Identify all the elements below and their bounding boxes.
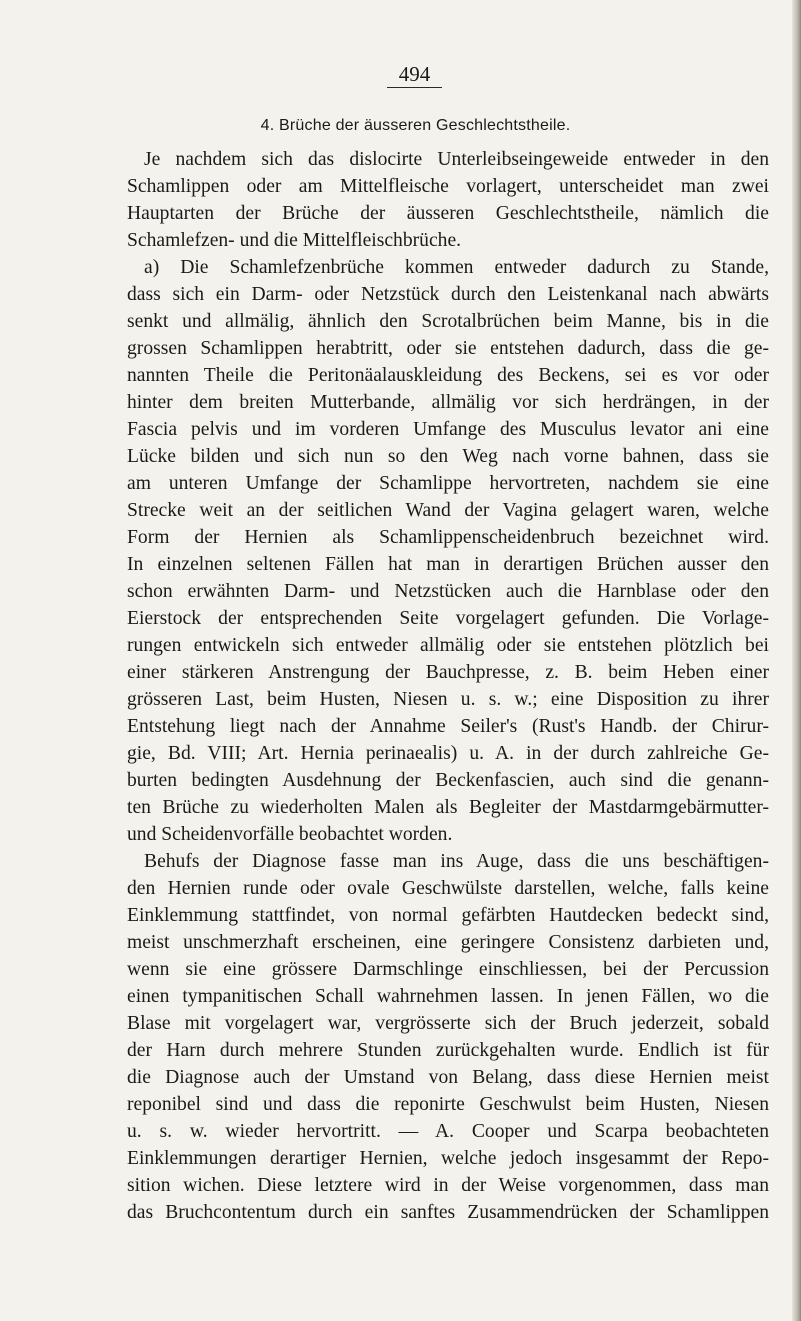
text-line: nannten Theile die Peritonäalauskleidung des Beckens, sei es vor oder [127, 365, 769, 386]
text-line: rungen entwickeln sich entweder allmälig oder sie entstehen plötzlich bei [127, 635, 769, 656]
text-line: Strecke weit an der seitlichen Wand der Vagina gelagert waren, welche [127, 500, 769, 521]
page-edge-shadow [792, 0, 801, 1321]
text-line: Hauptarten der Brüche der äusseren Geschlechtstheile, nämlich die [127, 203, 769, 224]
text-line: Einklemmungen derartiger Hernien, welche jedoch insgesammt der Repo- [127, 1148, 769, 1169]
text-line: Eierstock der entsprechenden Seite vorgelagert gefunden. Die Vorlage- [127, 608, 769, 629]
text-line: den Hernien runde oder ovale Geschwülste darstellen, welche, falls keine [127, 878, 769, 899]
text-line: grösseren Last, beim Husten, Niesen u. s. w.; eine Disposition zu ihrer [127, 689, 769, 710]
text-line: burten bedingten Ausdehnung der Beckenfascien, auch sind die genann- [127, 770, 769, 791]
text-line: Je nachdem sich das dislocirte Unterleibseingeweide entweder in den [144, 149, 769, 170]
text-line: schon erwähnten Darm- und Netzstücken auch die Harnblase oder den [127, 581, 769, 602]
text-line: und Scheidenvorfälle beobachtet worden. [127, 824, 453, 845]
text-line: Entstehung liegt nach der Annahme Seiler's (Rust's Handb. der Chirur- [127, 716, 769, 737]
text-line: das Bruchcontentum durch ein sanftes Zusammendrücken der Schamlippen [127, 1202, 769, 1223]
text-line: senkt und allmälig, ähnlich den Scrotalbrüchen beim Manne, bis in die [127, 311, 769, 332]
text-line: Blase mit vorgelagert war, vergrösserte sich der Bruch jederzeit, sobald [127, 1013, 769, 1034]
text-line: die Diagnose auch der Umstand von Belang, dass diese Hernien meist [127, 1067, 769, 1088]
text-line: hinter dem breiten Mutterbande, allmälig vor sich herdrängen, in der [127, 392, 769, 413]
page-header [0, 62, 801, 88]
text-line: dass sich ein Darm- oder Netzstück durch den Leistenkanal nach abwärts [127, 284, 769, 305]
section-heading-text: 4. Brüche der äusseren Geschlechtstheile. [260, 117, 571, 134]
text-line: sition wichen. Diese letztere wird in der Weise vorgenommen, dass man [127, 1175, 769, 1196]
text-line: am unteren Umfange der Schamlippe hervortreten, nachdem sie eine [127, 473, 769, 494]
section-heading [0, 116, 801, 136]
text-line: gie, Bd. VIII; Art. Hernia perinaealis) u. A. in der durch zahlreiche Ge- [127, 743, 769, 764]
text-line: reponibel sind und dass die reponirte Geschwulst beim Husten, Niesen [127, 1094, 769, 1115]
text-line: Behufs der Diagnose fasse man ins Auge, dass die uns beschäftigen- [144, 851, 769, 872]
body-text [127, 146, 769, 1226]
text-line: der Harn durch mehrere Stunden zurückgehalten wurde. Endlich ist für [127, 1040, 769, 1061]
text-line: a) Die Schamlefzenbrüche kommen entweder dadurch zu Stande, [144, 257, 769, 278]
text-line: einen tympanitischen Schall wahrnehmen lassen. In jenen Fällen, wo die [127, 986, 769, 1007]
text-line: Schamlippen oder am Mittelfleische vorlagert, unterscheidet man zwei [127, 176, 769, 197]
page-number: 494 [387, 62, 443, 88]
text-line: In einzelnen seltenen Fällen hat man in derartigen Brüchen ausser den [127, 554, 769, 575]
text-line: Einklemmung stattfindet, von normal gefärbten Hautdecken bedeckt sind, [127, 905, 769, 926]
text-line: u. s. w. wieder hervortritt. — A. Cooper und Scarpa beobachteten [127, 1121, 769, 1142]
text-line: ten Brüche zu wiederholten Malen als Begleiter der Mastdarmgebärmutter- [127, 797, 769, 818]
text-line: meist unschmerzhaft erscheinen, eine geringere Consistenz darbieten und, [127, 932, 769, 953]
text-line: wenn sie eine grössere Darmschlinge einschliessen, bei der Percussion [127, 959, 769, 980]
text-line: grossen Schamlippen herabtritt, oder sie entstehen dadurch, dass die ge- [127, 338, 769, 359]
text-line: einer stärkeren Anstrengung der Bauchpresse, z. B. beim Heben einer [127, 662, 769, 683]
text-line: Fascia pelvis und im vorderen Umfange des Musculus levator ani eine [127, 419, 769, 440]
text-line: Form der Hernien als Schamlippenscheidenbruch bezeichnet wird. [127, 527, 769, 548]
text-line: Schamlefzen- und die Mittelfleischbrüche. [127, 230, 462, 251]
text-line: Lücke bilden und sich nun so den Weg nach vorne bahnen, dass sie [127, 446, 769, 467]
